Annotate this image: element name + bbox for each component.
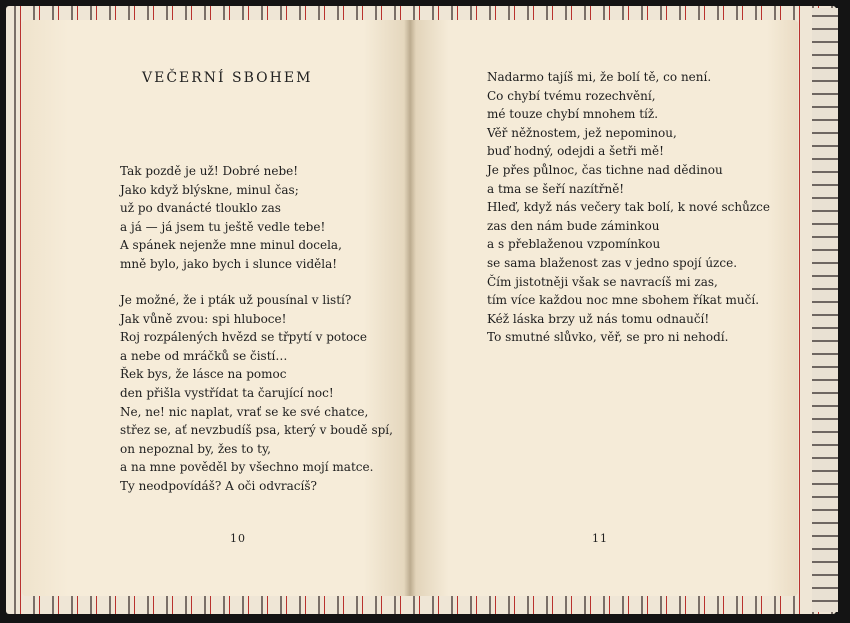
poem-line: Hleď, když nás večery tak bolí, k nové schůzce bbox=[487, 200, 770, 215]
poem-line: Čím jistotněji však se navracíš mi zas, bbox=[487, 274, 718, 289]
poem-line: a s přeblaženou vzpomínkou bbox=[487, 237, 661, 252]
poem-line: Roj rozpálených hvězd se třpytí v potoce bbox=[120, 330, 367, 345]
poem-line: mně bylo, jako bych i slunce viděla! bbox=[120, 256, 338, 271]
page-number-left: 10 bbox=[230, 532, 246, 545]
poem-line: Jak vůně zvou: spi hluboce! bbox=[120, 311, 287, 326]
book-gutter bbox=[404, 20, 416, 596]
poem-line: Je možné, že i pták už pousínal v listí? bbox=[120, 293, 352, 307]
poem-line: Ne, ne! nic naplat, vrať se ke své chatce, bbox=[120, 404, 369, 419]
poem-line: a já — já jsem tu ještě vedle tebe! bbox=[120, 219, 326, 234]
poem-line: Ty neodpovídáš? A oči odvracíš? bbox=[120, 478, 317, 493]
poem-stanza-2 bbox=[120, 291, 393, 496]
poem-line: střez se, ať nevzbudíš psa, který v boudě spí, bbox=[120, 423, 393, 438]
poem-line: tím více každou noc mne sbohem říkat mučí. bbox=[487, 293, 760, 308]
poem-stanza-3 bbox=[487, 68, 770, 347]
poem-line: Co chybí tvému rozechvění, bbox=[487, 88, 656, 103]
poem-title: VEČERNÍ SBOHEM bbox=[142, 70, 313, 86]
poem-line: mé touze chybí mnohem tíž. bbox=[487, 107, 659, 122]
page-number-right: 11 bbox=[592, 532, 608, 545]
poem-line: A spánek nejenže mne minul docela, bbox=[120, 238, 342, 253]
poem-line: Řek bys, že lásce na pomoc bbox=[120, 367, 287, 382]
book-edge bbox=[812, 8, 838, 612]
poem-line: buď hodný, odejdi a šetři mě! bbox=[487, 144, 664, 159]
poem-line: už po dvanácté tlouklo zas bbox=[120, 201, 281, 216]
poem-line: To smutné slůvko, věř, se pro ni nehodí. bbox=[487, 330, 729, 345]
poem-line: zas den nám bude záminkou bbox=[487, 218, 660, 233]
poem-line: Kéž láska brzy už nás tomu odnaučí! bbox=[487, 311, 710, 326]
poem-line: on nepoznal by, žes to ty, bbox=[120, 441, 271, 456]
poem-line: den přišla vystřídat ta čarující noc! bbox=[120, 385, 334, 400]
poem-line: a na mne pověděl by všechno mojí matce. bbox=[120, 460, 374, 475]
poem-line: Tak pozdě je už! Dobré nebe! bbox=[120, 164, 299, 178]
poem-line: a nebe od mráčků se čistí… bbox=[120, 348, 288, 363]
poem-line: Nadarmo tajíš mi, že bolí tě, co není. bbox=[487, 70, 712, 84]
poem-stanza-1 bbox=[120, 162, 342, 274]
poem-line: a tma se šeří nazítřně! bbox=[487, 181, 625, 196]
poem-line: se sama blaženost zas v jedno spojí úzce. bbox=[487, 255, 738, 270]
poem-line: Jako když blýskne, minul čas; bbox=[120, 182, 299, 197]
poem-line: Věř něžnostem, jež nepominou, bbox=[487, 125, 677, 140]
poem-line: Je přes půlnoc, čas tichne nad dědinou bbox=[487, 162, 723, 177]
